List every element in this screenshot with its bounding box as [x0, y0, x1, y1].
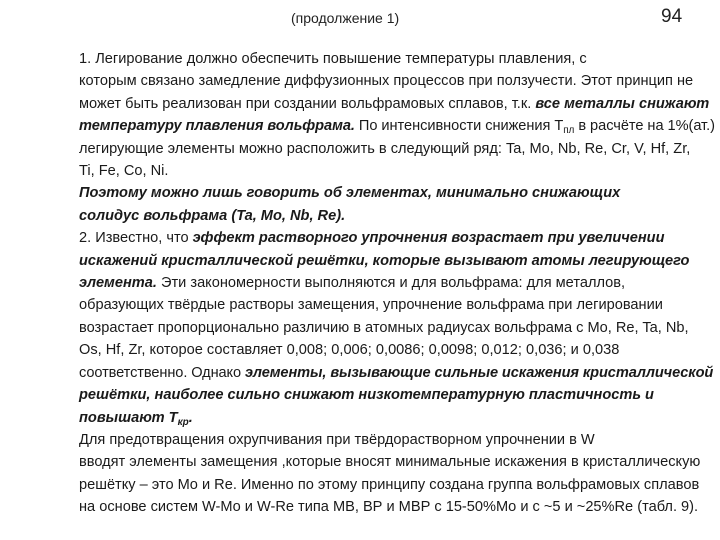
- text-line: [5, 93, 715, 115]
- text-run: По интенсивности снижения T: [354, 118, 564, 135]
- text-line: легирующие элементы можно расположить в следующий ряд: Ta, Mo, Nb, Re, Cr, V, Hf, Zr,: [79, 140, 691, 157]
- emphasis-text: повышают T: [79, 409, 178, 426]
- text-run: 2. Известно, что: [79, 230, 193, 247]
- emphasis-line: решётки, наиболее сильно снижают низкотемпературную пластичность и: [79, 387, 654, 404]
- text-line: [5, 272, 715, 294]
- paragraph-1: [5, 48, 715, 182]
- emphasis-text: .: [188, 409, 193, 426]
- text-run: может быть реализован при создании вольфрамовых сплавов, т.к.: [79, 95, 536, 112]
- subscript: кр: [177, 416, 189, 428]
- emphasis-line: солидус вольфрама (Ta, Mo, Nb, Re).: [79, 207, 346, 224]
- text-run: соответственно. Однако: [79, 364, 245, 381]
- emphasis-text: элементы, вызывающие сильные искажения кристаллической: [244, 364, 714, 381]
- text-line: которым связано замедление диффузионных процессов при ползучести. Этот принцип не: [79, 73, 694, 90]
- text-line: Os, Hf, Zr, которое составляет 0,008; 0,006; 0,0086; 0,0098; 0,012; 0,036; и 0,038: [79, 342, 620, 359]
- text-line: вводят элементы замещения ,которые вносят минимальные искажения в кристаллическую: [79, 454, 701, 471]
- emphasis-text: элемента.: [79, 275, 157, 292]
- text-line: Для предотвращения охрупчивания при твёрдорастворном упрочнении в W: [79, 431, 595, 448]
- text-line: образующих твёрдые растворы замещения, упрочнение вольфрама при легировании: [79, 297, 663, 314]
- text-line: [5, 227, 715, 249]
- emphasis-text: эффект растворного упрочнения возрастает при увеличении: [192, 230, 665, 247]
- text-line: [5, 115, 715, 137]
- text-line: [5, 362, 715, 384]
- emphasis-text: все металлы снижают: [535, 95, 710, 112]
- continuation-title: (продолжение 1): [291, 10, 400, 26]
- document-body: [5, 48, 715, 519]
- emphasis-text: температуру плавления вольфрама.: [79, 118, 355, 135]
- text-line: на основе систем W-Mo и W-Re типа МВ, ВР и МВР с 15-50%Mo и с ~5 и ~25%Re (табл. 9).: [79, 499, 699, 516]
- text-line: решётку – это Mo и Re. Именно по этому принципу создана группа вольфрамовых сплавов: [79, 476, 700, 493]
- text-line: 1. Легирование должно обеспечить повышение температуры плавления, с: [79, 51, 587, 67]
- paragraph-4: [5, 429, 715, 519]
- text-line: [5, 407, 715, 429]
- page-number: 94: [661, 6, 683, 27]
- subscript: пл: [563, 125, 575, 137]
- text-line: Ti, Fe, Co, Ni.: [79, 163, 169, 180]
- text-line: возрастает пропорционально различию в атомных радиусах вольфрама с Mo, Re, Ta, Nb,: [79, 319, 689, 336]
- paragraph-2: [5, 182, 715, 227]
- text-run: в расчёте на 1%(ат.): [574, 118, 715, 135]
- emphasis-line: Поэтому можно лишь говорить об элементах, минимально снижающих: [79, 185, 621, 202]
- text-run: Эти закономерности выполняются и для вольфрама: для металлов,: [156, 275, 626, 292]
- emphasis-line: искажений кристаллической решётки, которые вызывают атомы легирующего: [79, 252, 690, 269]
- page-header: [0, 0, 720, 40]
- paragraph-3: [5, 227, 715, 429]
